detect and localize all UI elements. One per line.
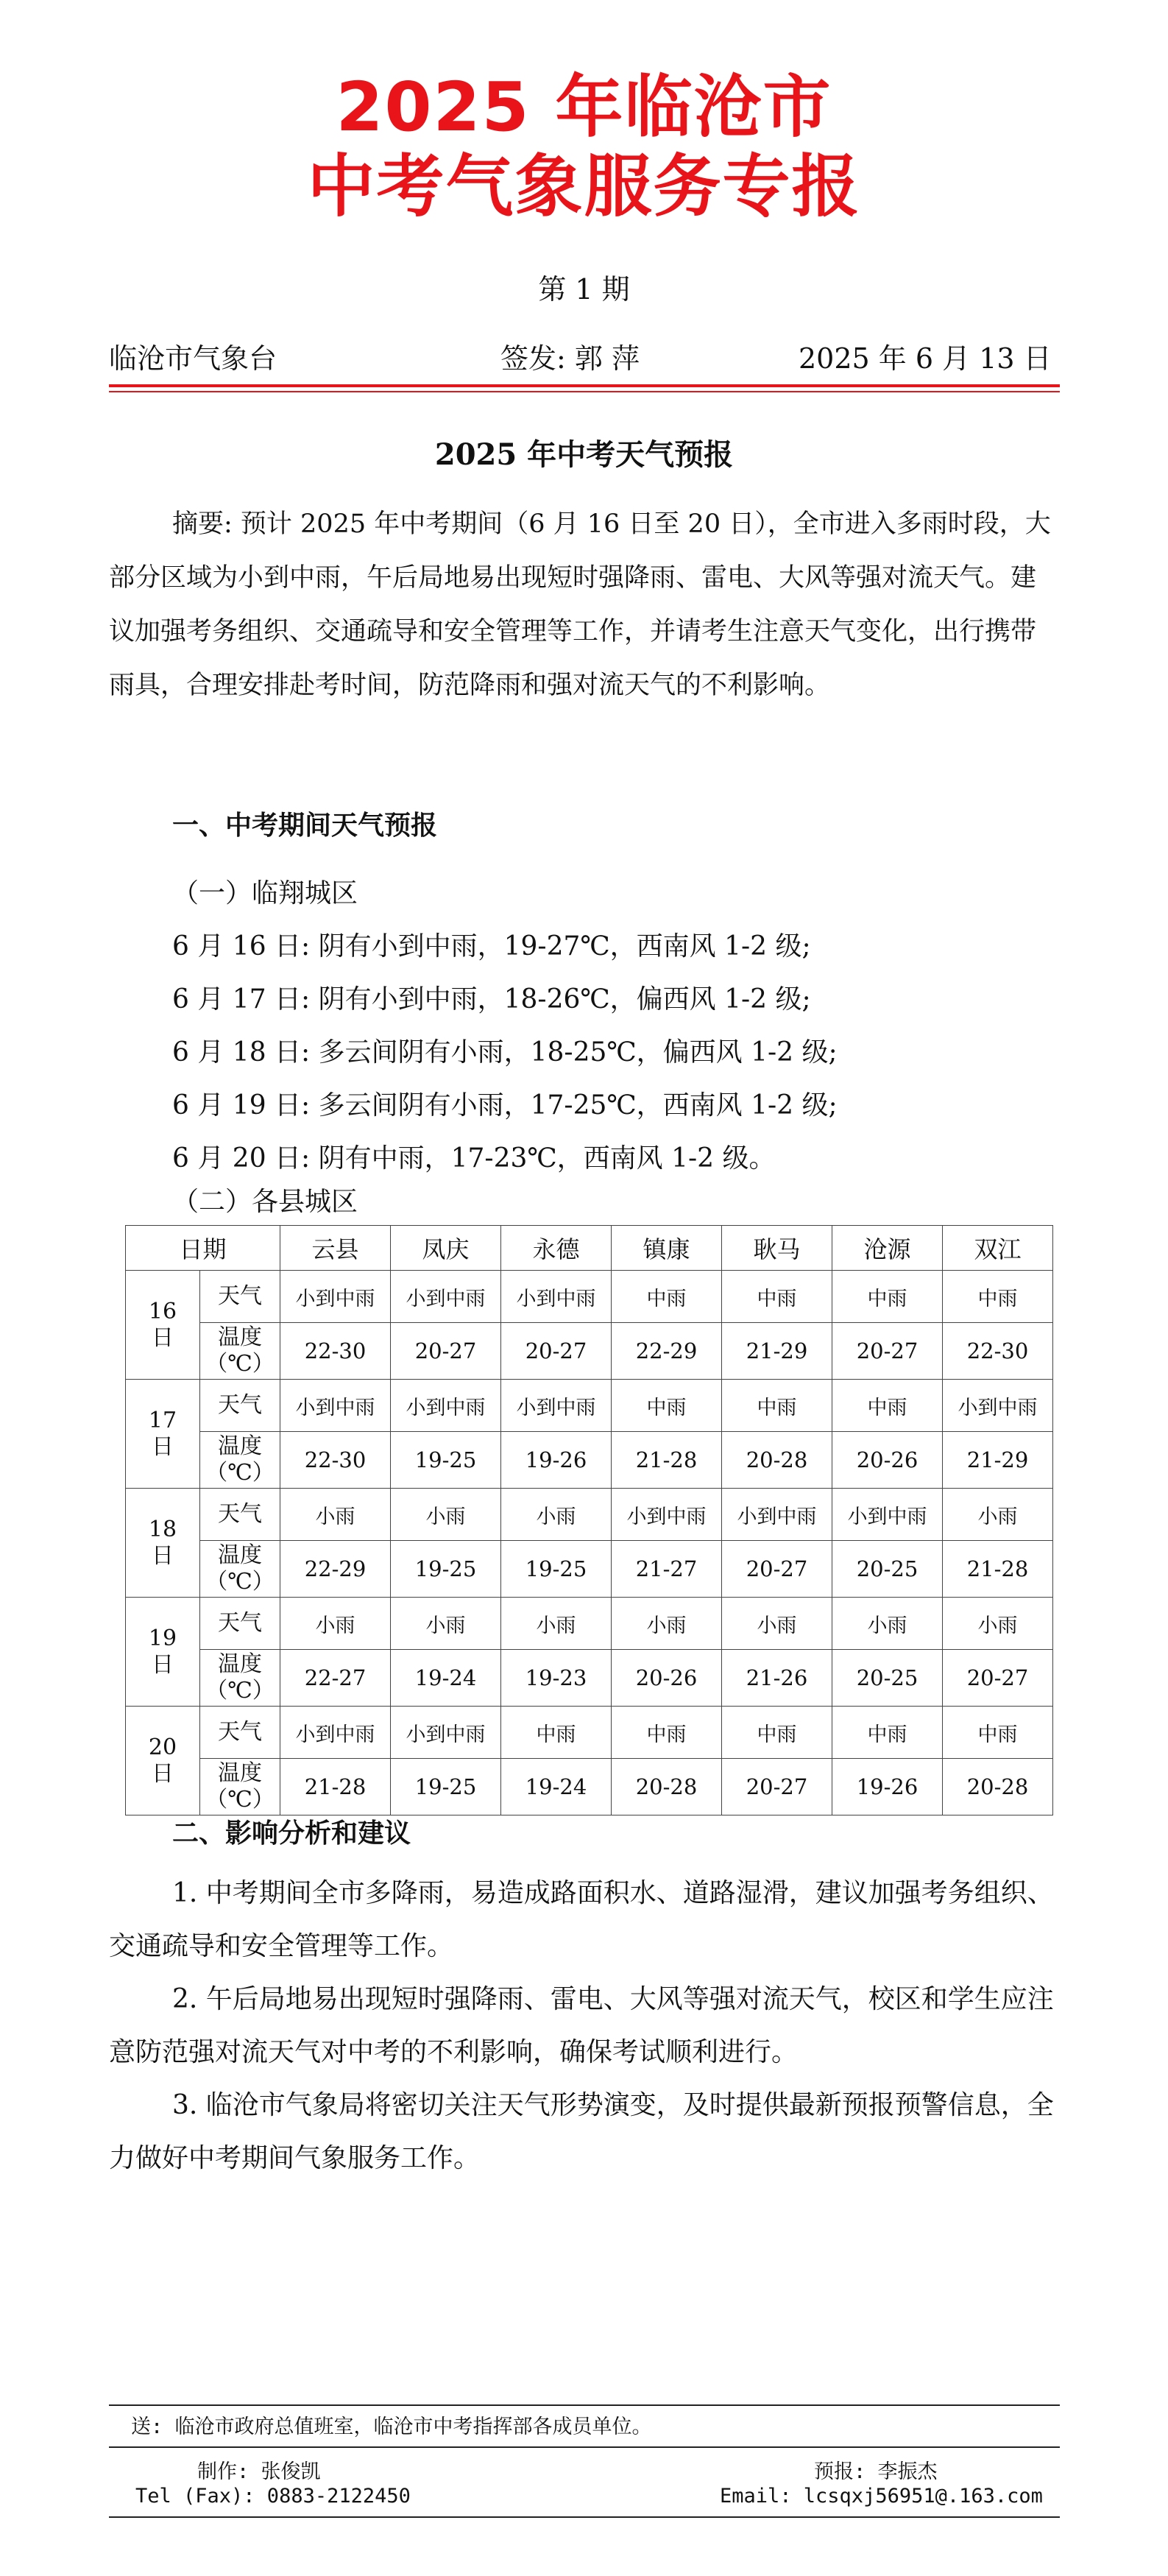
weather-label: 天气	[200, 1707, 280, 1759]
document-title: 2025 年中考天气预报	[434, 437, 734, 472]
weather-cell: 小雨	[722, 1598, 832, 1650]
weather-cell: 小雨	[501, 1489, 612, 1541]
table-row	[126, 1432, 1053, 1489]
weather-label: 天气	[200, 1489, 280, 1541]
weather-cell: 中雨	[501, 1707, 612, 1759]
weather-cell: 小雨	[832, 1598, 943, 1650]
day-cell	[126, 1707, 200, 1815]
temperature-cell: 20-28	[722, 1432, 832, 1489]
weather-cell: 小到中雨	[280, 1707, 391, 1759]
county-forecast-table	[125, 1225, 1053, 1815]
temperature-unit: （℃）	[205, 1678, 275, 1704]
weather-cell: 中雨	[832, 1380, 943, 1432]
temperature-cell: 22-29	[612, 1323, 722, 1380]
temperature-unit: （℃）	[205, 1787, 275, 1813]
date-header: 日期	[126, 1226, 280, 1271]
table-header-row	[126, 1226, 1053, 1271]
weather-cell: 小到中雨	[832, 1489, 943, 1541]
temperature-cell: 20-28	[612, 1759, 722, 1815]
county-header: 镇康	[612, 1226, 722, 1271]
subsection-city-heading: （一）临翔城区	[172, 878, 358, 908]
weather-cell: 小到中雨	[722, 1489, 832, 1541]
day-unit: 日	[152, 1324, 174, 1351]
county-header: 耿马	[722, 1226, 832, 1271]
temperature-unit: （℃）	[205, 1460, 275, 1486]
day-unit: 日	[152, 1542, 174, 1569]
temperature-cell: 20-25	[832, 1650, 943, 1707]
day-number: 19	[148, 1625, 177, 1651]
weather-cell: 小到中雨	[391, 1271, 501, 1323]
weather-label: 天气	[200, 1598, 280, 1650]
temperature-label-text: 温度	[218, 1324, 262, 1350]
footer-rule-top	[109, 2404, 1060, 2406]
county-header: 云县	[280, 1226, 391, 1271]
temperature-label-text: 温度	[218, 1542, 262, 1568]
abstract: 摘要: 预计 2025 年中考期间（6 月 16 日至 20 日），全市进入多雨时段，大部分区域为小到中雨，午后局地易出现短时强降雨、雷电、大风等强对流天气。建议加强考务组织、交通疏导和安全管理等工作，并请考生注意天气变化，出行携带雨具，合理安排赴考时间，防范降雨和强对流天气的不利影响。	[109, 509, 1051, 700]
footer-tel: Tel (Fax): 0883-2122450	[135, 2485, 411, 2508]
city-forecast-line: 6 月 17 日: 阴有小到中雨，18-26℃，偏西风 1-2 级;	[172, 984, 811, 1014]
city-forecast-line: 6 月 16 日: 阴有小到中雨，19-27℃，西南风 1-2 级;	[172, 931, 811, 961]
weather-cell: 中雨	[612, 1271, 722, 1323]
red-divider-thick	[109, 384, 1060, 387]
weather-cell: 小到中雨	[501, 1380, 612, 1432]
weather-cell: 中雨	[612, 1707, 722, 1759]
weather-cell: 中雨	[943, 1271, 1053, 1323]
footer-forecaster: 预报: 李振杰	[814, 2460, 938, 2483]
temperature-label	[200, 1323, 280, 1380]
weather-cell: 小雨	[612, 1598, 722, 1650]
day-cell	[126, 1489, 200, 1598]
weather-cell: 中雨	[832, 1707, 943, 1759]
weather-cell: 小雨	[391, 1489, 501, 1541]
weather-cell: 小到中雨	[612, 1489, 722, 1541]
city-forecast-line: 6 月 18 日: 多云间阴有小雨，18-25℃，偏西风 1-2 级;	[172, 1037, 838, 1068]
temperature-label-text: 温度	[218, 1433, 262, 1459]
weather-cell: 中雨	[612, 1380, 722, 1432]
temperature-cell: 22-30	[280, 1432, 391, 1489]
temperature-cell: 20-26	[612, 1650, 722, 1707]
advice-item: 3. 临沧市气象局将密切关注天气形势演变，及时提供最新预报预警信息，全力做好中考期间气象服务工作。	[109, 2090, 1054, 2173]
weather-cell: 中雨	[943, 1707, 1053, 1759]
issuer: 临沧市气象台	[109, 342, 277, 375]
county-header: 沧源	[832, 1226, 943, 1271]
section-1-heading: 一、中考期间天气预报	[172, 810, 438, 841]
temperature-cell: 22-27	[280, 1650, 391, 1707]
advice-item: 1. 中考期间全市多降雨，易造成路面积水、道路湿滑，建议加强考务组织、交通疏导和安全管理等工作。	[109, 1878, 1054, 1961]
temperature-label	[200, 1650, 280, 1707]
day-number: 20	[148, 1734, 177, 1760]
city-forecast-line: 6 月 20 日: 阴有中雨，17-23℃，西南风 1-2 级。	[172, 1143, 776, 1174]
temperature-cell: 20-28	[943, 1759, 1053, 1815]
temperature-cell: 19-26	[501, 1432, 612, 1489]
weather-cell: 小雨	[280, 1489, 391, 1541]
weather-cell: 小雨	[943, 1598, 1053, 1650]
footer-rule-bottom	[109, 2516, 1060, 2518]
table-row	[126, 1598, 1053, 1650]
day-cell	[126, 1380, 200, 1489]
table-row	[126, 1323, 1053, 1380]
weather-cell: 中雨	[832, 1271, 943, 1323]
advice-item: 2. 午后局地易出现短时强降雨、雷电、大风等强对流天气，校区和学生应注意防范强对流天气对中考的不利影响，确保考试顺利进行。	[109, 1984, 1054, 2067]
masthead-line-1: 2025 年临沧市	[336, 68, 832, 147]
weather-cell: 小到中雨	[280, 1380, 391, 1432]
temperature-cell: 19-25	[501, 1541, 612, 1598]
weather-cell: 小到中雨	[280, 1271, 391, 1323]
table-row	[126, 1541, 1053, 1598]
table-row	[126, 1489, 1053, 1541]
issue-date: 2025 年 6 月 13 日	[799, 342, 1052, 375]
footer-email: Email: lcsqxj56951@.163.com	[720, 2485, 1043, 2508]
weather-cell: 中雨	[722, 1707, 832, 1759]
temperature-cell: 21-29	[722, 1323, 832, 1380]
weather-cell: 中雨	[722, 1271, 832, 1323]
weather-cell: 中雨	[722, 1380, 832, 1432]
temperature-cell: 19-24	[501, 1759, 612, 1815]
weather-cell: 小雨	[943, 1489, 1053, 1541]
weather-cell: 小到中雨	[501, 1271, 612, 1323]
temperature-label	[200, 1541, 280, 1598]
temperature-cell: 21-28	[612, 1432, 722, 1489]
temperature-unit: （℃）	[205, 1351, 275, 1377]
temperature-cell: 20-27	[832, 1323, 943, 1380]
weather-cell: 小雨	[391, 1598, 501, 1650]
temperature-cell: 19-26	[832, 1759, 943, 1815]
table-row	[126, 1380, 1053, 1432]
section-2-heading: 二、影响分析和建议	[172, 1818, 411, 1849]
temperature-label-text: 温度	[218, 1651, 262, 1677]
footer-rule-middle	[109, 2446, 1060, 2448]
temperature-label	[200, 1759, 280, 1815]
day-number: 18	[148, 1516, 177, 1542]
signer: 签发: 郭 萍	[500, 342, 640, 375]
temperature-cell: 19-25	[391, 1759, 501, 1815]
temperature-cell: 20-27	[391, 1323, 501, 1380]
day-unit: 日	[152, 1760, 174, 1787]
day-unit: 日	[152, 1433, 174, 1460]
temperature-cell: 22-30	[280, 1323, 391, 1380]
temperature-cell: 20-27	[943, 1650, 1053, 1707]
temperature-cell: 21-29	[943, 1432, 1053, 1489]
table-row	[126, 1271, 1053, 1323]
temperature-unit: （℃）	[205, 1569, 275, 1595]
day-unit: 日	[152, 1651, 174, 1678]
weather-cell: 小到中雨	[391, 1380, 501, 1432]
issue-number: 第 1 期	[538, 273, 630, 306]
temperature-cell: 19-24	[391, 1650, 501, 1707]
day-cell	[126, 1271, 200, 1380]
day-number: 17	[148, 1407, 177, 1433]
temperature-cell: 21-27	[612, 1541, 722, 1598]
county-header: 双江	[943, 1226, 1053, 1271]
temperature-cell: 20-27	[722, 1541, 832, 1598]
red-divider-thin	[109, 391, 1060, 392]
weather-cell: 小雨	[501, 1598, 612, 1650]
county-header: 凤庆	[391, 1226, 501, 1271]
weather-cell: 小到中雨	[943, 1380, 1053, 1432]
temperature-cell: 20-27	[722, 1759, 832, 1815]
subsection-county-heading: （二）各县城区	[172, 1187, 358, 1217]
temperature-cell: 19-25	[391, 1432, 501, 1489]
temperature-cell: 20-27	[501, 1323, 612, 1380]
weather-cell: 小到中雨	[391, 1707, 501, 1759]
temperature-cell: 20-26	[832, 1432, 943, 1489]
masthead-line-2: 中考气象服务专报	[307, 147, 861, 226]
temperature-cell: 21-26	[722, 1650, 832, 1707]
temperature-cell: 19-25	[391, 1541, 501, 1598]
temperature-label	[200, 1432, 280, 1489]
weather-label: 天气	[200, 1271, 280, 1323]
temperature-cell: 21-28	[280, 1759, 391, 1815]
table-row	[126, 1759, 1053, 1815]
day-cell	[126, 1598, 200, 1707]
table-row	[126, 1707, 1053, 1759]
temperature-label-text: 温度	[218, 1760, 262, 1786]
table-row	[126, 1650, 1053, 1707]
weather-cell: 小雨	[280, 1598, 391, 1650]
temperature-cell: 19-23	[501, 1650, 612, 1707]
footer-maker: 制作: 张俊凯	[197, 2460, 321, 2483]
temperature-cell: 22-30	[943, 1323, 1053, 1380]
county-header: 永德	[501, 1226, 612, 1271]
temperature-cell: 20-25	[832, 1541, 943, 1598]
city-forecast-line: 6 月 19 日: 多云间阴有小雨，17-25℃，西南风 1-2 级;	[172, 1090, 838, 1121]
footer-recipients: 送: 临沧市政府总值班室，临沧市中考指挥部各成员单位。	[131, 2416, 652, 2438]
temperature-cell: 21-28	[943, 1541, 1053, 1598]
temperature-cell: 22-29	[280, 1541, 391, 1598]
day-number: 16	[148, 1298, 177, 1324]
weather-label: 天气	[200, 1380, 280, 1432]
